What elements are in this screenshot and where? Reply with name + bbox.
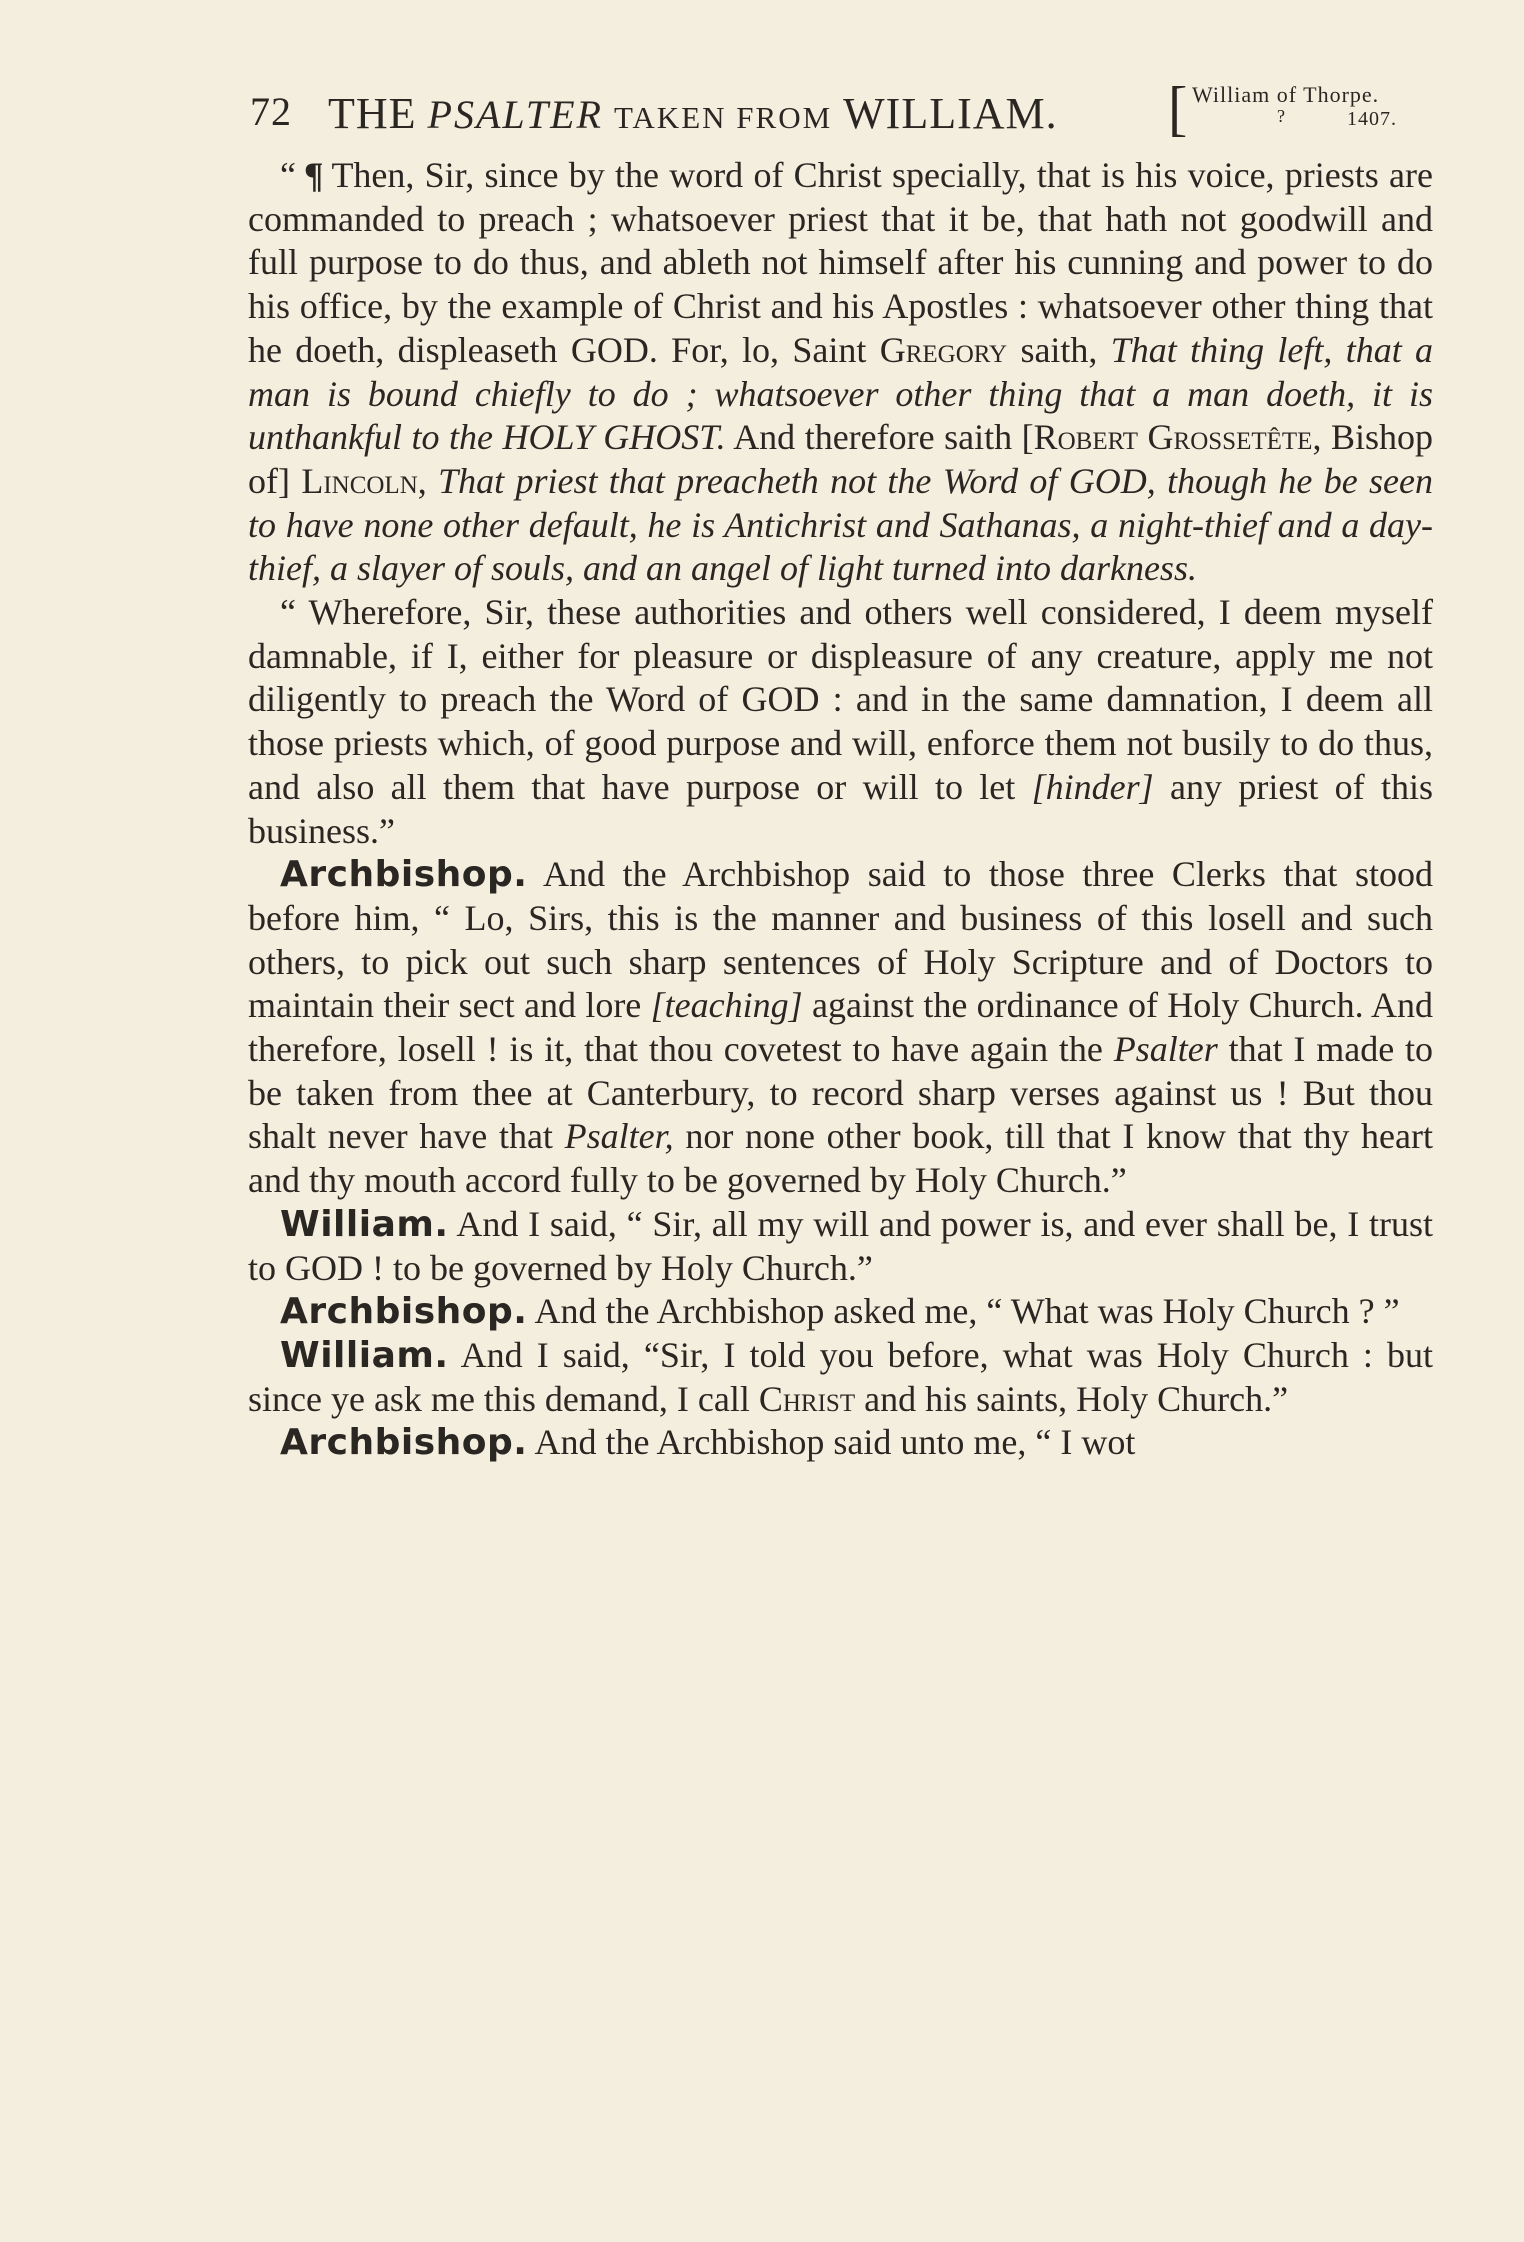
gloss: [teaching]: [650, 985, 803, 1026]
quotation: That priest that preacheth not the Word of GOD, though he be seen to have none other default, he is Antichrist and Sathanas, a night-thief and a day-thief, a slayer of souls, and an angel of light turned into darkness.: [248, 460, 1434, 589]
text-run: any priest of this business.”: [248, 766, 1434, 851]
gloss: [hinder]: [1031, 766, 1154, 807]
name-robert: Robert Grossetête,: [1033, 417, 1322, 458]
open-quote: “: [280, 155, 296, 195]
book-title: Psalter: [1113, 1029, 1218, 1070]
text-run: And the Archbishop said to those three Clerks that stood before him, “ Lo, Sirs, this is the manner and business of this losell and such others, to pick out such sharp sentences of Holy Scripture and of Doctors to maintain their sect and lore: [248, 854, 1434, 1026]
text-run: And the Archbishop asked me, “ What was Holy Church ? ”: [534, 1291, 1400, 1332]
title-taken-from: TAKEN FROM: [613, 100, 833, 135]
text-run: and his saints, Holy Church.”: [864, 1378, 1289, 1419]
book-title: Psalter,: [564, 1116, 674, 1157]
body-text: [248, 154, 1433, 1465]
text-run: saith,: [1020, 329, 1098, 370]
side-author: William of Thorpe.: [1192, 82, 1380, 107]
title-the: THE: [328, 89, 417, 138]
paragraph-5: [248, 1290, 1433, 1334]
pilcrow-icon: ¶: [303, 155, 324, 195]
side-note: [1192, 82, 1432, 138]
text-run: And the Archbishop said unto me, “ I wot: [534, 1422, 1136, 1463]
side-query: ?: [1277, 106, 1286, 126]
page-number: 72: [250, 89, 292, 134]
speaker-label: William.: [280, 1334, 449, 1376]
paragraph-2: [248, 591, 1433, 853]
text-run: And I said, “Sir, I told you before, what was Holy Church : but since ye ask me this demand, I call: [248, 1334, 1433, 1419]
quotation: That thing left, that a man is bound chiefly to do ; whatsoever other thing that a man doeth, it is unthankful to the HOLY GHOST.: [248, 329, 1434, 458]
paragraph-4: [248, 1203, 1433, 1290]
text-run: Then, Sir, since by the word of Christ specially, that is his voice, priests are commanded to preach ; whatsoever priest that it be, that hath not goodwill and full purpose to do thus, and ableth not himself after his cunning and power to do his office, by the example of Christ and his Apostles : whatsoever other thing that he doeth, displeaseth GOD. For, lo, Saint: [248, 155, 1433, 370]
name-christ: Christ: [758, 1378, 856, 1419]
title-psalter: PSALTER: [427, 92, 603, 137]
text-run: And therefore saith [: [733, 417, 1034, 458]
header-bracket: [: [1168, 74, 1189, 143]
speaker-label: Archbishop.: [280, 1422, 528, 1464]
paragraph-3: [248, 853, 1433, 1203]
name-gregory: Gregory: [879, 329, 1008, 370]
text-run: that I made to be taken from thee at Canterbury, to record sharp verses against us ! But thou shalt never have that: [248, 1029, 1434, 1157]
speaker-label: Archbishop.: [280, 854, 528, 896]
text-run: nor none other book, till that I know that thy heart and thy mouth accord fully to be governed by Holy Church.”: [248, 1116, 1434, 1201]
running-title: [328, 88, 1058, 139]
text-run: against the ordinance of Holy Church. And therefore, losell ! is it, that thou covetest to have again the: [248, 985, 1434, 1070]
name-lincoln: Lincoln,: [301, 460, 427, 501]
speaker-label: Archbishop.: [280, 1291, 528, 1333]
running-header: [248, 70, 1433, 143]
paragraph-1: [248, 154, 1433, 591]
paragraph-6: [248, 1334, 1433, 1421]
text-run: “ Wherefore, Sir, these authorities and others well considered, I deem myself damnable, if I, either for pleasure or displeasure of any creature, apply me not diligently to preach the Word of GOD : and in the same damnation, I deem all those priests which, of good purpose and will, enforce them not busily to do thus, and also all them that have purpose or will to let: [248, 592, 1433, 807]
book-page: [248, 70, 1433, 1465]
text-run: And I said, “ Sir, all my will and power is, and ever shall be, I trust to GOD ! to be governed by Holy Church.”: [248, 1203, 1434, 1288]
side-year: 1407.: [1347, 108, 1397, 130]
text-run: Bishop of]: [248, 417, 1433, 501]
speaker-label: William.: [280, 1203, 449, 1245]
paragraph-7: [248, 1421, 1433, 1465]
title-william: WILLIAM.: [843, 89, 1058, 138]
